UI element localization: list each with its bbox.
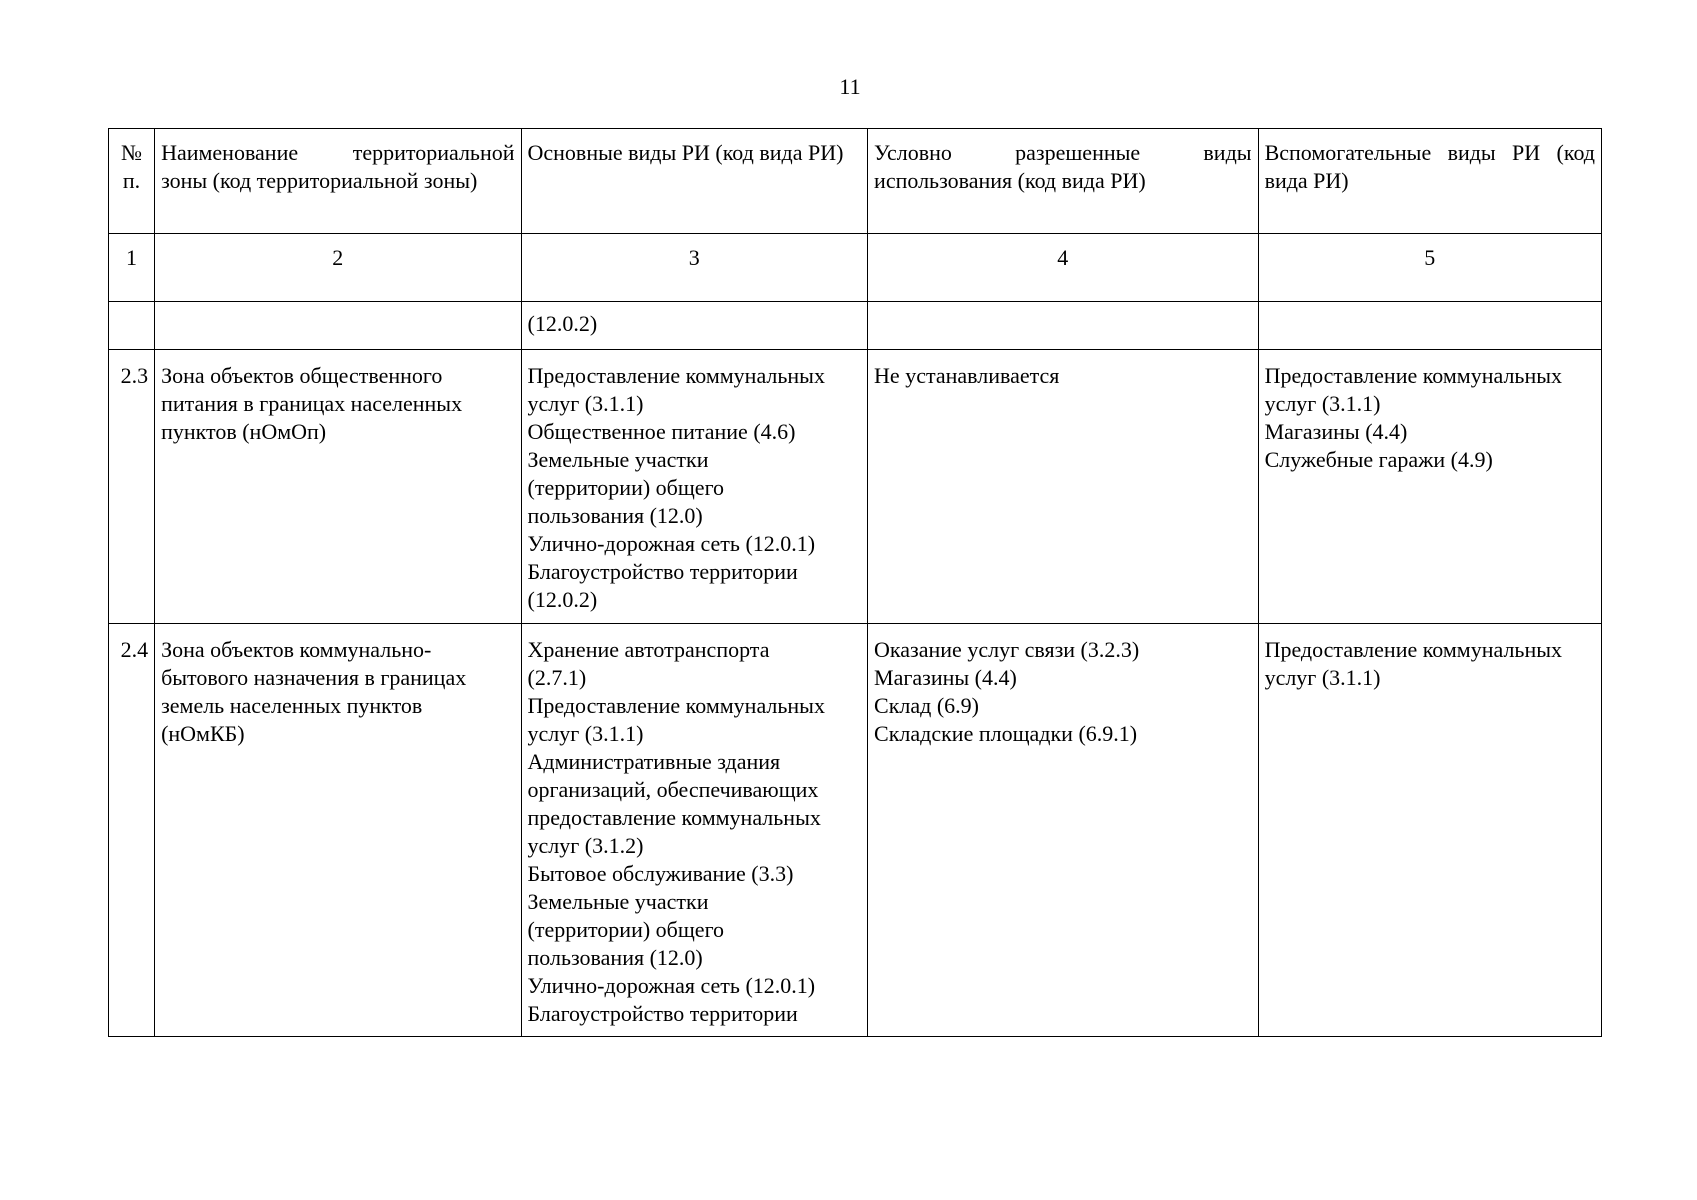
row-number <box>109 302 155 350</box>
auxiliary-types-cell <box>1258 302 1601 350</box>
main-type-item: (12.0.2) <box>527 311 598 336</box>
main-type-item: организаций, обеспечивающих <box>527 777 819 802</box>
main-type-item: (2.7.1) <box>527 665 587 690</box>
main-type-item: Благоустройство территории <box>527 1001 798 1026</box>
main-type-item: (12.0.2) <box>527 587 598 612</box>
main-type-item: Благоустройство территории <box>527 559 798 584</box>
main-type-item: Улично-дорожная сеть (12.0.1) <box>527 531 816 556</box>
conditional-types-cell <box>868 624 1259 1037</box>
auxiliary-type-item: Служебные гаражи (4.9) <box>1264 447 1493 472</box>
header-zone-name: Наименование территориальной зоны (код территориальной зоны) <box>155 129 521 234</box>
conditional-type-item: Оказание услуг связи (3.2.3) <box>874 637 1140 662</box>
main-type-item: услуг (3.1.1) <box>527 391 644 416</box>
auxiliary-type-item: услуг (3.1.1) <box>1264 391 1381 416</box>
zoning-table <box>108 128 1602 1037</box>
header-auxiliary-types: Вспомогательные виды РИ (код вида РИ) <box>1258 129 1601 234</box>
main-type-item: Общественное питание (4.6) <box>527 419 796 444</box>
main-types-cell <box>521 302 868 350</box>
auxiliary-types-cell <box>1258 624 1601 1037</box>
column-index-row <box>109 234 1602 302</box>
row-number: 2.4 <box>109 624 155 1037</box>
table-row <box>109 350 1602 624</box>
main-type-item: Хранение автотранспорта <box>527 637 770 662</box>
main-type-item: Административные здания <box>527 749 781 774</box>
main-type-item: Предоставление коммунальных <box>527 693 825 718</box>
zone-name-line: земель населенных пунктов <box>161 693 423 718</box>
zone-name-cell <box>155 624 521 1037</box>
zone-name-line: (нОмКБ) <box>161 721 245 746</box>
main-type-item: пользования (12.0) <box>527 503 703 528</box>
table-row <box>109 624 1602 1037</box>
main-type-item: Земельные участки <box>527 447 709 472</box>
zone-name-cell <box>155 302 521 350</box>
zone-name-line: пунктов (нОмОп) <box>161 419 327 444</box>
conditional-type-item: Складские площадки (6.9.1) <box>874 721 1138 746</box>
zone-name-line: бытового назначения в границах <box>161 665 467 690</box>
main-type-item: (территории) общего <box>527 917 725 942</box>
conditional-types-cell <box>868 302 1259 350</box>
column-index-cell: 4 <box>868 234 1259 302</box>
zone-name-line: Зона объектов коммунально- <box>161 637 432 662</box>
page-number: 11 <box>839 74 861 99</box>
main-type-item: Улично-дорожная сеть (12.0.1) <box>527 973 816 998</box>
auxiliary-type-item: услуг (3.1.1) <box>1264 665 1381 690</box>
conditional-type-item: Не устанавливается <box>874 363 1060 388</box>
main-type-item: услуг (3.1.2) <box>527 833 644 858</box>
conditional-type-item: Склад (6.9) <box>874 693 979 718</box>
auxiliary-type-item: Предоставление коммунальных <box>1264 363 1563 388</box>
main-type-item: Предоставление коммунальных <box>527 363 825 388</box>
main-types-cell <box>521 624 868 1037</box>
conditional-types-cell <box>868 350 1259 624</box>
main-type-item: (территории) общего <box>527 475 725 500</box>
column-index-cell: 1 <box>109 234 155 302</box>
conditional-type-item: Магазины (4.4) <box>874 665 1017 690</box>
zone-name-line: питания в границах населенных <box>161 391 463 416</box>
table-header-row <box>109 129 1602 234</box>
auxiliary-type-item: Магазины (4.4) <box>1264 419 1408 444</box>
zone-name-cell <box>155 350 521 624</box>
main-type-item: предоставление коммунальных <box>527 805 821 830</box>
main-type-item: услуг (3.1.1) <box>527 721 644 746</box>
continuation-row <box>109 302 1602 350</box>
header-main-types: Основные виды РИ (код вида РИ) <box>521 129 868 234</box>
main-type-item: пользования (12.0) <box>527 945 703 970</box>
zone-name-line: Зона объектов общественного <box>161 363 443 388</box>
column-index-cell: 5 <box>1258 234 1601 302</box>
auxiliary-types-cell <box>1258 350 1601 624</box>
main-type-item: Земельные участки <box>527 889 709 914</box>
header-no: № п. <box>109 129 155 234</box>
row-number: 2.3 <box>109 350 155 624</box>
header-conditional-types: Условно разрешенные виды использования (код вида РИ) <box>868 129 1259 234</box>
main-type-item: Бытовое обслуживание (3.3) <box>527 861 794 886</box>
column-index-cell: 3 <box>521 234 868 302</box>
main-types-cell <box>521 350 868 624</box>
column-index-cell: 2 <box>155 234 521 302</box>
auxiliary-type-item: Предоставление коммунальных <box>1264 637 1563 662</box>
